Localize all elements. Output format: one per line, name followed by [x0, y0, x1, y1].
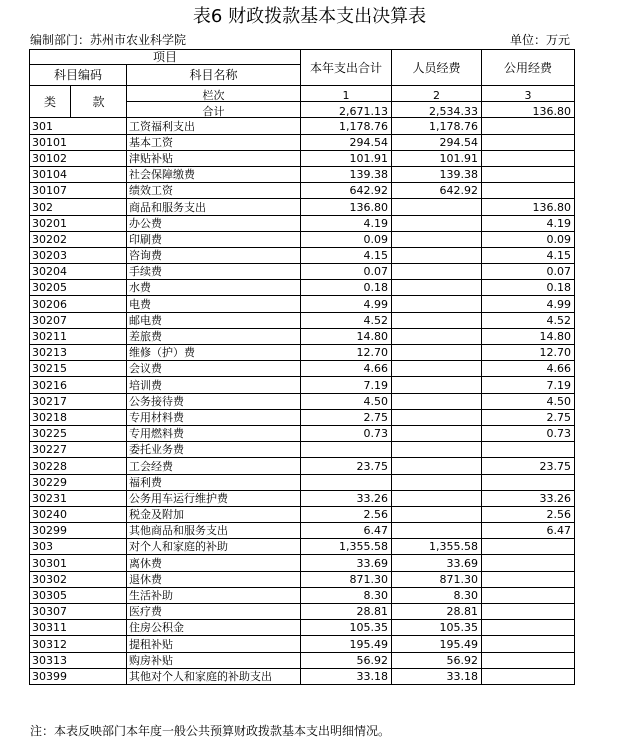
- cell-code: 30225: [30, 425, 127, 441]
- cell-personnel: [392, 280, 482, 296]
- cell-public: [482, 166, 575, 182]
- table-row: [30, 474, 575, 490]
- cell-personnel: 101.91: [392, 150, 482, 166]
- total-c2: 2,534.33: [392, 102, 482, 118]
- cell-code: 30301: [30, 555, 127, 571]
- cell-personnel: 105.35: [392, 620, 482, 636]
- cell-name: 咨询费: [127, 247, 301, 263]
- cell-code: 30203: [30, 247, 127, 263]
- cell-personnel: [392, 312, 482, 328]
- cell-code: 30201: [30, 215, 127, 231]
- header-lei: 类: [30, 86, 71, 118]
- cell-public: 23.75: [482, 458, 575, 474]
- cell-code: 30229: [30, 474, 127, 490]
- cell-public: [482, 150, 575, 166]
- header-col-personnel: 人员经费: [392, 50, 482, 86]
- cell-name: 工资福利支出: [127, 118, 301, 134]
- table-row: [30, 247, 575, 263]
- table-row: [30, 150, 575, 166]
- cell-total: 136.80: [301, 199, 392, 215]
- table-row: [30, 636, 575, 652]
- total-c3: 136.80: [482, 102, 575, 118]
- cell-name: 手续费: [127, 264, 301, 280]
- cell-code: 30228: [30, 458, 127, 474]
- table-row: [30, 345, 575, 361]
- table-row: [30, 377, 575, 393]
- cell-name: 水费: [127, 280, 301, 296]
- cell-total: 4.15: [301, 247, 392, 263]
- cell-personnel: [392, 506, 482, 522]
- cell-code: 30217: [30, 393, 127, 409]
- table-row: [30, 490, 575, 506]
- cell-public: [482, 668, 575, 684]
- expenditure-table: [29, 49, 575, 685]
- cell-code: 30305: [30, 587, 127, 603]
- cell-personnel: 1,355.58: [392, 539, 482, 555]
- cell-total: [301, 474, 392, 490]
- cell-total: 642.92: [301, 183, 392, 199]
- header-lanci: 栏次: [127, 86, 301, 102]
- cell-public: 14.80: [482, 328, 575, 344]
- table-row: [30, 215, 575, 231]
- total-c1: 2,671.13: [301, 102, 392, 118]
- cell-code: 30215: [30, 361, 127, 377]
- cell-personnel: [392, 199, 482, 215]
- cell-name: 办公费: [127, 215, 301, 231]
- cell-personnel: [392, 490, 482, 506]
- cell-personnel: 56.92: [392, 652, 482, 668]
- table-row: [30, 571, 575, 587]
- cell-public: 4.66: [482, 361, 575, 377]
- cell-personnel: [392, 425, 482, 441]
- cell-code: 30101: [30, 134, 127, 150]
- table-row: [30, 199, 575, 215]
- cell-personnel: [392, 328, 482, 344]
- cell-personnel: [392, 523, 482, 539]
- cell-name: 对个人和家庭的补助: [127, 539, 301, 555]
- table-row: [30, 506, 575, 522]
- cell-total: 871.30: [301, 571, 392, 587]
- cell-name: 会议费: [127, 361, 301, 377]
- table-row: [30, 587, 575, 603]
- cell-personnel: 139.38: [392, 166, 482, 182]
- cell-total: 4.99: [301, 296, 392, 312]
- cell-name: 委托业务费: [127, 442, 301, 458]
- cell-name: 印刷费: [127, 231, 301, 247]
- table-row: [30, 166, 575, 182]
- cell-total: 4.66: [301, 361, 392, 377]
- cell-personnel: 28.81: [392, 604, 482, 620]
- cell-code: 30104: [30, 166, 127, 182]
- cell-code: 302: [30, 199, 127, 215]
- cell-name: 培训费: [127, 377, 301, 393]
- cell-code: 301: [30, 118, 127, 134]
- table-row: [30, 409, 575, 425]
- cell-code: 303: [30, 539, 127, 555]
- cell-public: 136.80: [482, 199, 575, 215]
- cell-public: [482, 134, 575, 150]
- cell-personnel: 8.30: [392, 587, 482, 603]
- cell-name: 工会经费: [127, 458, 301, 474]
- cell-name: 电费: [127, 296, 301, 312]
- cell-name: 绩效工资: [127, 183, 301, 199]
- cell-total: 0.18: [301, 280, 392, 296]
- cell-total: 294.54: [301, 134, 392, 150]
- cell-name: 住房公积金: [127, 620, 301, 636]
- cell-public: [482, 652, 575, 668]
- cell-name: 专用燃料费: [127, 425, 301, 441]
- page-title: 表6 财政拨款基本支出决算表: [192, 6, 427, 27]
- cell-code: 30102: [30, 150, 127, 166]
- cell-total: 101.91: [301, 150, 392, 166]
- cell-public: [482, 183, 575, 199]
- cell-public: 7.19: [482, 377, 575, 393]
- cell-total: 4.50: [301, 393, 392, 409]
- table-row: [30, 134, 575, 150]
- cell-personnel: [392, 247, 482, 263]
- cell-public: 4.15: [482, 247, 575, 263]
- cell-public: 0.07: [482, 264, 575, 280]
- cell-personnel: [392, 264, 482, 280]
- header-code: 科目编码: [30, 65, 127, 86]
- cell-total: 23.75: [301, 458, 392, 474]
- cell-total: 33.69: [301, 555, 392, 571]
- cell-code: 30205: [30, 280, 127, 296]
- cell-name: 税金及附加: [127, 506, 301, 522]
- cell-name: 差旅费: [127, 328, 301, 344]
- cell-total: 14.80: [301, 328, 392, 344]
- cell-total: 6.47: [301, 523, 392, 539]
- cell-personnel: 33.69: [392, 555, 482, 571]
- cell-code: 30218: [30, 409, 127, 425]
- cell-name: 商品和服务支出: [127, 199, 301, 215]
- cell-public: 4.52: [482, 312, 575, 328]
- cell-public: 12.70: [482, 345, 575, 361]
- header-col-total: 本年支出合计: [301, 50, 392, 86]
- cell-code: 30211: [30, 328, 127, 344]
- cell-name: 基本工资: [127, 134, 301, 150]
- table-row: [30, 328, 575, 344]
- table-row: [30, 425, 575, 441]
- cell-code: 30231: [30, 490, 127, 506]
- cell-personnel: [392, 296, 482, 312]
- table-row: [30, 231, 575, 247]
- cell-public: 4.50: [482, 393, 575, 409]
- cell-total: 0.09: [301, 231, 392, 247]
- cell-personnel: 195.49: [392, 636, 482, 652]
- cell-total: 33.18: [301, 668, 392, 684]
- cell-total: [301, 442, 392, 458]
- cell-public: 2.56: [482, 506, 575, 522]
- cell-name: 医疗费: [127, 604, 301, 620]
- cell-total: 7.19: [301, 377, 392, 393]
- table-row: [30, 458, 575, 474]
- table-row: [30, 280, 575, 296]
- header-project: 项目: [30, 50, 301, 65]
- table-row: [30, 264, 575, 280]
- header-col-public: 公用经费: [482, 50, 575, 86]
- table-row: [30, 620, 575, 636]
- table-row: [30, 668, 575, 684]
- cell-code: 30202: [30, 231, 127, 247]
- cell-name: 离休费: [127, 555, 301, 571]
- cell-personnel: [392, 393, 482, 409]
- cell-total: 139.38: [301, 166, 392, 182]
- table-row: [30, 604, 575, 620]
- cell-personnel: 871.30: [392, 571, 482, 587]
- cell-code: 30311: [30, 620, 127, 636]
- cell-total: 56.92: [301, 652, 392, 668]
- cell-name: 生活补助: [127, 587, 301, 603]
- cell-code: 30399: [30, 668, 127, 684]
- cell-public: [482, 118, 575, 134]
- cell-code: 30207: [30, 312, 127, 328]
- cell-public: [482, 555, 575, 571]
- cell-name: 其他商品和服务支出: [127, 523, 301, 539]
- cell-total: 12.70: [301, 345, 392, 361]
- cell-public: [482, 620, 575, 636]
- cell-name: 专用材料费: [127, 409, 301, 425]
- cell-public: [482, 604, 575, 620]
- cell-name: 其他对个人和家庭的补助支出: [127, 668, 301, 684]
- header-kuan: 款: [71, 86, 127, 118]
- cell-public: [482, 474, 575, 490]
- cell-personnel: 642.92: [392, 183, 482, 199]
- cell-total: 105.35: [301, 620, 392, 636]
- header-row-1: [30, 50, 575, 65]
- cell-total: 1,355.58: [301, 539, 392, 555]
- cell-public: [482, 571, 575, 587]
- cell-public: 4.19: [482, 215, 575, 231]
- table-row: [30, 523, 575, 539]
- cell-name: 津贴补贴: [127, 150, 301, 166]
- table-row: [30, 361, 575, 377]
- cell-public: [482, 587, 575, 603]
- cell-name: 购房补贴: [127, 652, 301, 668]
- table-row: [30, 442, 575, 458]
- cell-personnel: [392, 231, 482, 247]
- table-row: [30, 555, 575, 571]
- cell-name: 公务用车运行维护费: [127, 490, 301, 506]
- cell-personnel: [392, 409, 482, 425]
- cell-total: 8.30: [301, 587, 392, 603]
- header-num-3: 3: [482, 86, 575, 102]
- cell-name: 维修（护）费: [127, 345, 301, 361]
- cell-total: 1,178.76: [301, 118, 392, 134]
- cell-name: 社会保障缴费: [127, 166, 301, 182]
- cell-total: 4.19: [301, 215, 392, 231]
- table-row: [30, 393, 575, 409]
- department-label: 编制部门：苏州市农业科学院: [30, 33, 187, 47]
- cell-code: 30227: [30, 442, 127, 458]
- table-row: [30, 118, 575, 134]
- cell-name: 邮电费: [127, 312, 301, 328]
- cell-code: 30204: [30, 264, 127, 280]
- cell-code: 30213: [30, 345, 127, 361]
- cell-public: 0.73: [482, 425, 575, 441]
- cell-public: 33.26: [482, 490, 575, 506]
- cell-total: 33.26: [301, 490, 392, 506]
- cell-name: 福利费: [127, 474, 301, 490]
- cell-total: 0.07: [301, 264, 392, 280]
- cell-public: 0.09: [482, 231, 575, 247]
- cell-personnel: 294.54: [392, 134, 482, 150]
- cell-total: 4.52: [301, 312, 392, 328]
- cell-code: 30313: [30, 652, 127, 668]
- cell-code: 30307: [30, 604, 127, 620]
- cell-personnel: [392, 442, 482, 458]
- cell-personnel: [392, 377, 482, 393]
- cell-total: 28.81: [301, 604, 392, 620]
- cell-name: 提租补贴: [127, 636, 301, 652]
- table-row: [30, 312, 575, 328]
- cell-code: 30302: [30, 571, 127, 587]
- cell-code: 30240: [30, 506, 127, 522]
- cell-personnel: [392, 361, 482, 377]
- cell-public: [482, 539, 575, 555]
- cell-personnel: 33.18: [392, 668, 482, 684]
- header-num-1: 1: [301, 86, 392, 102]
- footnote: 注：本表反映部门本年度一般公共预算财政拨款基本支出明细情况。: [30, 724, 391, 738]
- cell-public: [482, 636, 575, 652]
- total-label: 合计: [127, 102, 301, 118]
- cell-code: 30206: [30, 296, 127, 312]
- table-row: [30, 652, 575, 668]
- table-row: [30, 183, 575, 199]
- header-name: 科目名称: [127, 65, 301, 86]
- cell-total: 0.73: [301, 425, 392, 441]
- cell-public: 6.47: [482, 523, 575, 539]
- cell-personnel: 1,178.76: [392, 118, 482, 134]
- cell-personnel: [392, 215, 482, 231]
- cell-public: 0.18: [482, 280, 575, 296]
- cell-public: 4.99: [482, 296, 575, 312]
- unit-label: 单位：万元: [510, 33, 571, 47]
- cell-total: 195.49: [301, 636, 392, 652]
- cell-code: 30299: [30, 523, 127, 539]
- cell-code: 30107: [30, 183, 127, 199]
- cell-name: 退休费: [127, 571, 301, 587]
- header-num-2: 2: [392, 86, 482, 102]
- cell-code: 30216: [30, 377, 127, 393]
- cell-public: 2.75: [482, 409, 575, 425]
- cell-public: [482, 442, 575, 458]
- table-row: [30, 296, 575, 312]
- cell-name: 公务接待费: [127, 393, 301, 409]
- cell-personnel: [392, 345, 482, 361]
- cell-personnel: [392, 458, 482, 474]
- table-row: [30, 539, 575, 555]
- cell-total: 2.56: [301, 506, 392, 522]
- cell-code: 30312: [30, 636, 127, 652]
- cell-personnel: [392, 474, 482, 490]
- cell-total: 2.75: [301, 409, 392, 425]
